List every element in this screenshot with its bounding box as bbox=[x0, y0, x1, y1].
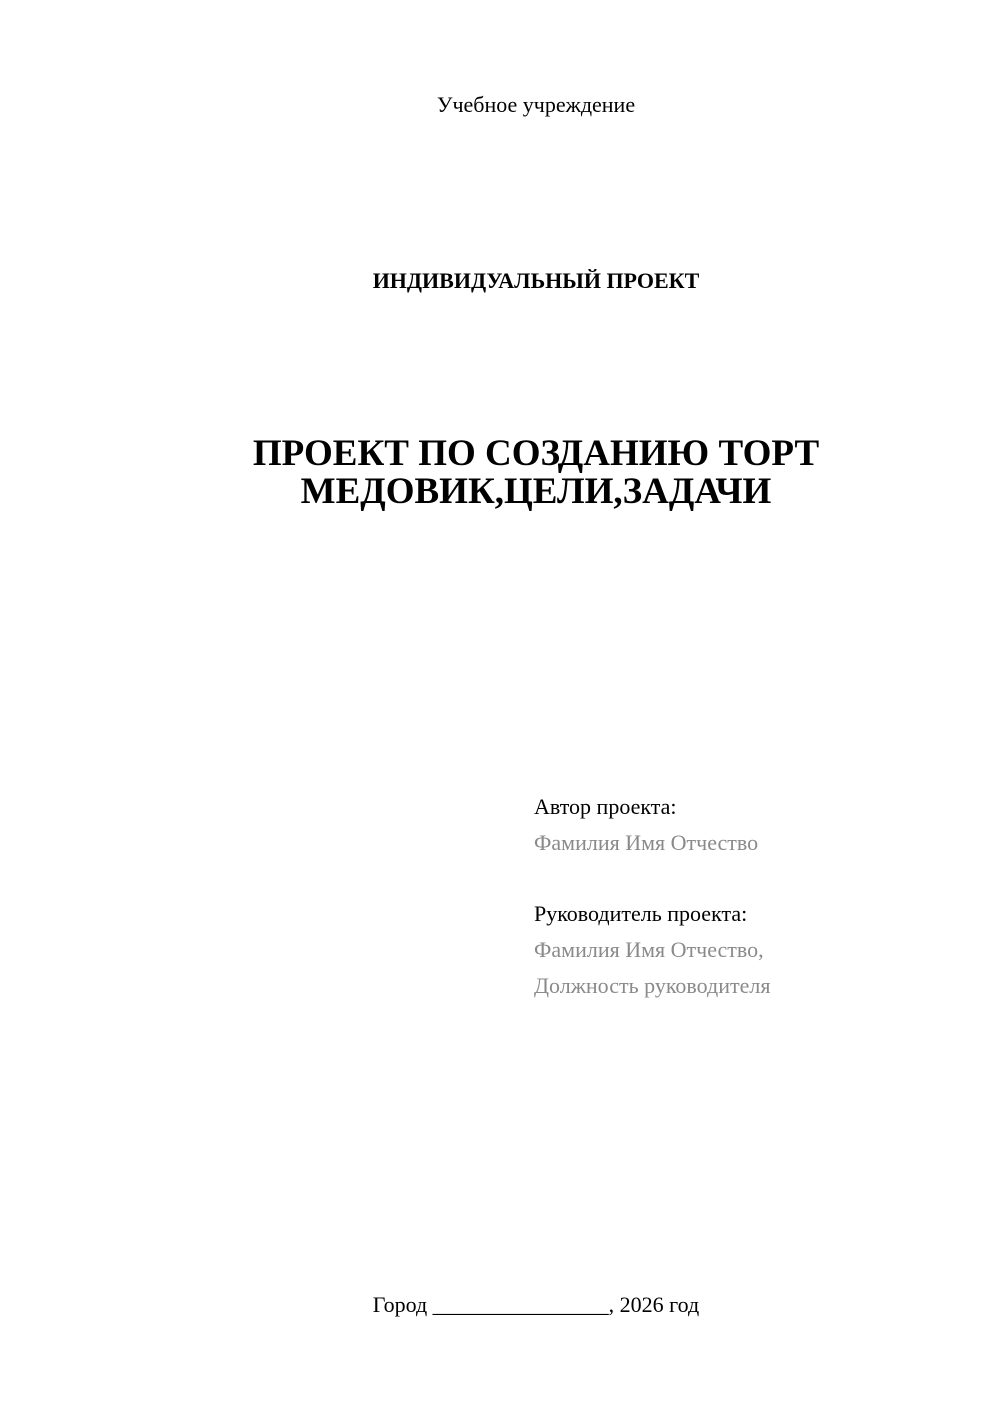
supervisor-name: Фамилия Имя Отчество, bbox=[534, 937, 764, 962]
supervisor-position: Должность руководителя bbox=[534, 973, 771, 998]
project-type-heading: ИНДИВИДУАЛЬНЫЙ ПРОЕКТ bbox=[372, 268, 700, 293]
city-year-line: Город ________________, 2026 год bbox=[372, 1292, 700, 1317]
project-title bbox=[0, 435, 1000, 511]
supervisor-label: Руководитель проекта: bbox=[534, 901, 748, 926]
credits-block bbox=[534, 789, 974, 1004]
institution-name: Учебное учреждение bbox=[436, 92, 636, 117]
credit-spacer bbox=[534, 861, 974, 896]
author-label: Автор проекта: bbox=[534, 794, 677, 819]
project-title-line-1: ПРОЕКТ ПО СОЗДАНИЮ ТОРТ bbox=[252, 433, 820, 474]
project-title-line-2: МЕДОВИК,ЦЕЛИ,ЗАДАЧИ bbox=[300, 471, 772, 512]
author-name: Фамилия Имя Отчество bbox=[534, 830, 759, 855]
